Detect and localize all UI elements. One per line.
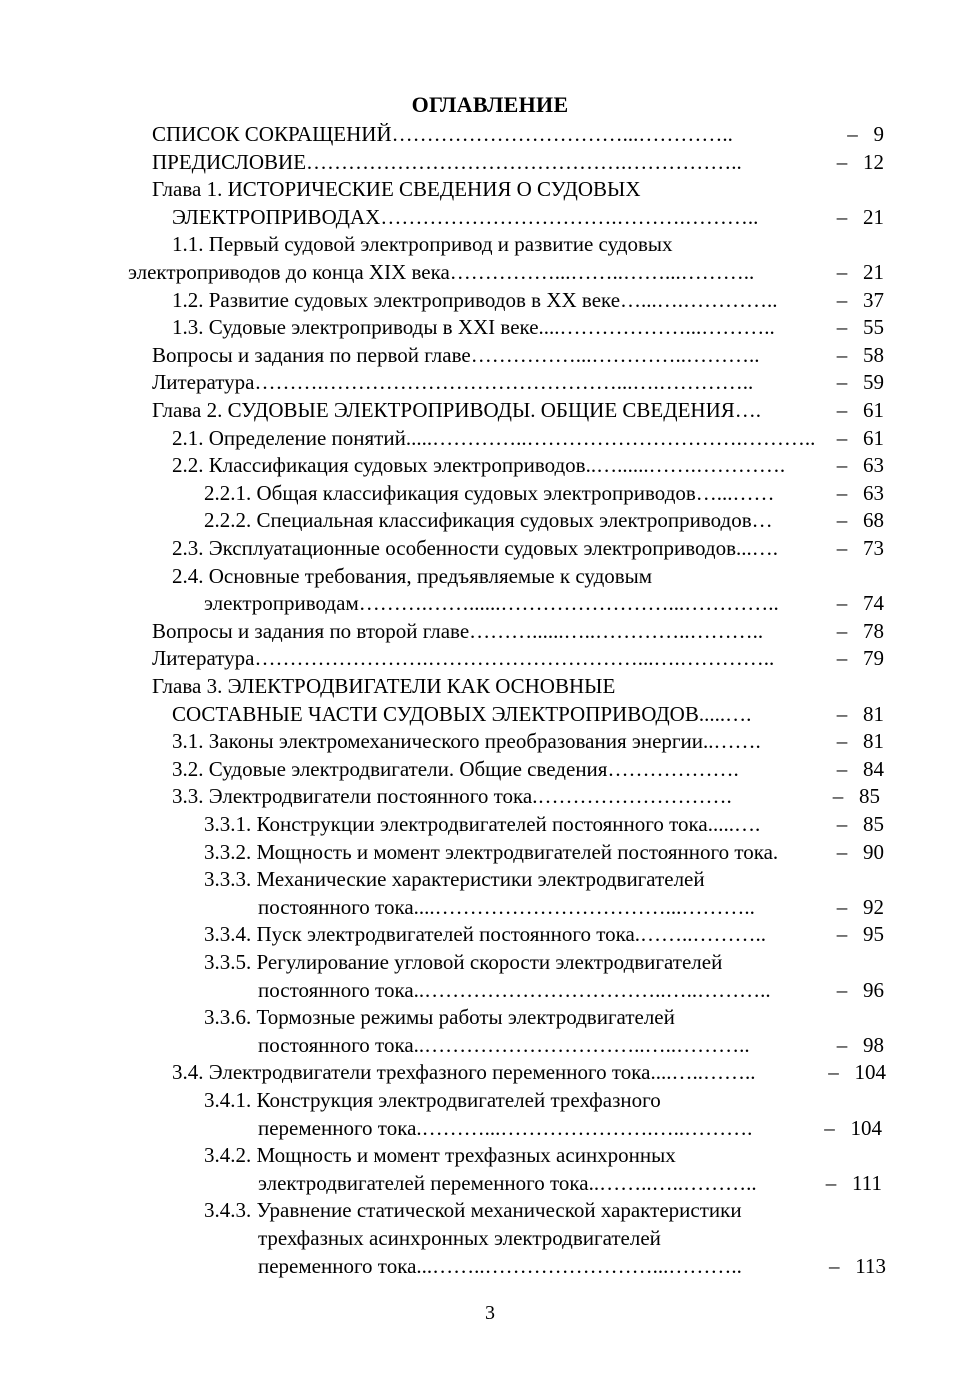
toc-page-number: 21 xyxy=(863,204,884,229)
toc-dash: – xyxy=(836,315,848,340)
toc-page-number: 74 xyxy=(863,591,884,616)
toc-entry-text: 1.2. Развитие судовых электроприводов в XX веке…...….………….. xyxy=(172,287,783,312)
toc-page-number: 68 xyxy=(863,508,884,533)
toc-entry xyxy=(258,1169,762,1197)
toc-entry xyxy=(152,617,768,645)
toc-entry-page xyxy=(804,286,884,314)
toc-page-number: 58 xyxy=(863,342,884,367)
toc-entry xyxy=(172,230,672,258)
toc-entry-page xyxy=(802,1169,882,1197)
toc-entry-text: 3.3. Электродвигатели постоянного тока.………………………. xyxy=(172,784,738,809)
toc-page-number: 90 xyxy=(863,839,884,864)
toc-entry-text: 1.3. Судовые электроприводы в XXI веке....………………...……….. xyxy=(172,315,781,340)
toc-entry-page xyxy=(804,893,884,921)
toc-page-number: 113 xyxy=(855,1253,886,1278)
toc-page-number: 78 xyxy=(863,618,884,643)
toc-entry xyxy=(204,1086,661,1114)
toc-page-number: 9 xyxy=(873,122,884,146)
toc-entry xyxy=(152,148,747,176)
toc-entry xyxy=(258,976,776,1004)
toc-page-number: 37 xyxy=(863,287,884,312)
toc-entry-page xyxy=(804,506,884,534)
toc-dash: – xyxy=(836,370,848,395)
toc-entry xyxy=(172,424,821,452)
toc-entry-text: 3.3.1. Конструкции электродвигателей постоянного тока.....…. xyxy=(204,812,766,836)
toc-dash: – xyxy=(847,122,858,146)
toc-entry-text: постоянного тока..…………………………..…..……….. xyxy=(258,1032,755,1057)
toc-entry xyxy=(152,396,766,424)
toc-entry-text: 3.3.6. Тормозные режимы работы электродвигателей xyxy=(204,1005,675,1030)
toc-entry xyxy=(204,1196,742,1224)
toc-entry-text: переменного тока.………...………………….…..………. xyxy=(258,1115,758,1140)
toc-entry-page xyxy=(804,148,884,176)
toc-entry-page xyxy=(804,589,884,617)
toc-dash: – xyxy=(836,287,848,312)
toc-entry-page xyxy=(804,617,884,645)
toc-entry-text: ПРЕДИСЛОВИЕ……………………………………….…………….. xyxy=(152,149,748,174)
toc-page-number: 61 xyxy=(863,398,884,422)
toc-entry-text: электроприводам……….……......……………………...………….. xyxy=(204,591,784,616)
toc-dash: – xyxy=(836,812,848,836)
toc-dash: – xyxy=(824,1115,835,1140)
toc-page-number: 79 xyxy=(863,646,884,671)
toc-entry xyxy=(258,1031,755,1059)
toc-dash: – xyxy=(836,839,848,864)
toc-page-number: 59 xyxy=(863,370,884,395)
toc-entry-page xyxy=(802,1114,882,1142)
toc-dash: – xyxy=(836,1032,848,1057)
toc-dash: – xyxy=(836,729,848,754)
toc-entry-text: 2.1. Определение понятий.....…………..………………………….……….. xyxy=(172,425,821,450)
toc-entry-text: электродвигателей переменного тока..……..…..……….. xyxy=(258,1170,762,1195)
toc-entry-text: 2.2.1. Общая классификация судовых электроприводов…...…… xyxy=(204,480,775,505)
toc-entry xyxy=(204,865,705,893)
toc-entry-page xyxy=(804,1031,884,1059)
toc-entry-page xyxy=(804,810,884,838)
toc-dash: – xyxy=(836,508,848,533)
toc-entry xyxy=(172,782,737,810)
toc-dash: – xyxy=(836,342,848,367)
toc-entry-page xyxy=(804,838,884,866)
toc-entry-text: ЭЛЕКТРОПРИВОДАХ…………………………….……….……….. xyxy=(172,204,764,229)
toc-dash: – xyxy=(836,756,848,781)
toc-entry-page xyxy=(804,534,884,562)
toc-entry-page xyxy=(804,920,884,948)
toc-entry-text: 3.4.3. Уравнение статической механической характеристики xyxy=(204,1198,742,1223)
toc-entry xyxy=(172,203,764,231)
toc-entry xyxy=(258,1252,747,1280)
toc-entry xyxy=(172,1058,761,1086)
toc-dash: – xyxy=(829,1253,840,1278)
toc-entry xyxy=(172,451,785,479)
toc-dash: – xyxy=(836,260,848,284)
toc-entry-text: переменного тока...……..……………………...……….. xyxy=(258,1253,748,1278)
toc-dash: – xyxy=(836,204,848,229)
toc-entry-text: 3.3.5. Регулирование угловой скорости электродвигателей xyxy=(204,950,723,974)
toc-entry-page xyxy=(804,451,884,479)
toc-entry-text: 1.1. Первый судовой электропривод и развитие судовых xyxy=(172,232,673,257)
toc-entry-text: трехфазных асинхронных электродвигателей xyxy=(258,1226,661,1250)
toc-entry xyxy=(152,368,758,396)
toc-entry-text: постоянного тока..……………………………..…..……….. xyxy=(258,977,776,1002)
toc-entry xyxy=(204,838,783,866)
toc-page-number: 21 xyxy=(863,260,884,284)
toc-entry xyxy=(172,313,780,341)
toc-entry xyxy=(172,700,757,728)
toc-dash: – xyxy=(836,480,848,505)
toc-entry-text: Литература……….……………………………………...….………….. xyxy=(152,370,759,395)
toc-page-number: 98 xyxy=(863,1032,884,1057)
toc-entry xyxy=(258,893,760,921)
toc-entry-page xyxy=(804,424,884,452)
toc-entry-text: электроприводов до конца XIX века……………...……..……...……….. xyxy=(128,260,760,284)
toc-entry-text: 3.2. Судовые электродвигатели. Общие сведения………………. xyxy=(172,756,744,781)
toc-entry xyxy=(258,1224,661,1252)
toc-entry-text: Глава 2. СУДОВЫЕ ЭЛЕКТРОПРИВОДЫ. ОБЩИЕ СВЕДЕНИЯ…. xyxy=(152,398,767,422)
toc-page-number: 84 xyxy=(863,756,884,781)
toc-dash: – xyxy=(836,922,848,947)
toc-entry xyxy=(204,506,773,534)
toc-entry xyxy=(128,258,760,286)
toc-entry xyxy=(204,479,775,507)
toc-entry xyxy=(204,920,771,948)
toc-dash: – xyxy=(836,453,848,478)
toc-page-number: 85 xyxy=(863,812,884,836)
toc-entry-page xyxy=(806,1252,886,1280)
toc-entry xyxy=(204,948,722,976)
toc-entry-page xyxy=(804,341,884,369)
toc-entry xyxy=(204,1141,676,1169)
toc-page-number: 81 xyxy=(863,701,884,726)
toc-entry-text: Глава 1. ИСТОРИЧЕСКИЕ СВЕДЕНИЯ О СУДОВЫХ xyxy=(152,177,641,202)
toc-page-number: 63 xyxy=(863,480,884,505)
toc-dash: – xyxy=(836,894,848,919)
toc-entry xyxy=(152,672,615,700)
toc-entry-text: 3.4. Электродвигатели трехфазного переменного тока....…..…….. xyxy=(172,1060,761,1085)
toc-entry-page xyxy=(804,396,884,424)
toc-dash: – xyxy=(836,701,848,726)
toc-page-number: 96 xyxy=(863,977,884,1002)
toc-entry xyxy=(172,562,652,590)
toc-page-number: 61 xyxy=(863,425,884,450)
toc-dash: – xyxy=(836,398,848,422)
toc-entry-page xyxy=(804,368,884,396)
toc-entry-text: 2.3. Эксплуатационные особенности судовых электроприводов...…. xyxy=(172,536,778,560)
toc-entry xyxy=(152,120,738,148)
toc-entry-page xyxy=(804,976,884,1004)
toc-page-number: 104 xyxy=(850,1115,882,1140)
toc-entry-text: Вопросы и задания по первой главе……………...…………..……….. xyxy=(152,342,765,367)
toc-entry-text: 3.1. Законы электромеханического преобразования энергии..……. xyxy=(172,729,767,754)
toc-dash: – xyxy=(836,149,848,174)
toc-entry xyxy=(152,341,765,369)
toc-entry-page xyxy=(804,120,884,148)
toc-dash: – xyxy=(836,536,848,560)
toc-entry xyxy=(172,534,778,562)
toc-entry xyxy=(204,589,784,617)
toc-page-number: 12 xyxy=(863,149,884,174)
toc-entry-page xyxy=(804,313,884,341)
toc-entry-text: Вопросы и задания по второй главе………......…..…………..……….. xyxy=(152,618,769,643)
toc-entry-page xyxy=(804,700,884,728)
toc-entry xyxy=(172,727,766,755)
toc-page-number: 92 xyxy=(863,894,884,919)
toc-page-number: 85 xyxy=(859,784,880,809)
toc-entry-text: 3.3.3. Механические характеристики электродвигателей xyxy=(204,867,705,892)
toc-page-number: 104 xyxy=(854,1060,886,1085)
toc-entry xyxy=(258,1114,758,1142)
toc-dash: – xyxy=(836,425,848,450)
toc-entry xyxy=(172,755,744,783)
toc-dash: – xyxy=(836,591,848,616)
page-number: 3 xyxy=(485,1302,495,1324)
toc-entry-page xyxy=(806,1058,886,1086)
toc-entry-page xyxy=(804,755,884,783)
toc-entry-page xyxy=(804,644,884,672)
toc-page-number: 111 xyxy=(852,1170,882,1195)
toc-entry-text: 3.4.2. Мощность и момент трехфазных асинхронных xyxy=(204,1143,676,1168)
toc-dash: – xyxy=(828,1060,839,1085)
toc-entry xyxy=(204,1003,675,1031)
toc-dash: – xyxy=(836,977,848,1002)
toc-dash: – xyxy=(836,618,848,643)
page-title: ОГЛАВЛЕНИЕ xyxy=(411,92,569,117)
toc-dash: – xyxy=(825,1170,837,1195)
toc-page-number: 81 xyxy=(863,729,884,754)
toc-entry xyxy=(152,175,641,203)
toc-entry-text: 2.2. Классификация судовых электроприводов..…......…….…………. xyxy=(172,453,786,478)
toc-entry-text: постоянного тока....……………………………...……….. xyxy=(258,894,761,919)
toc-entry-text: СПИСОК СОКРАЩЕНИЙ……………………………...………….. xyxy=(152,122,739,146)
toc-page-number: 73 xyxy=(863,536,884,560)
toc-entry-text: Литература…………………….…………………………...….………….. xyxy=(152,646,780,671)
toc-entry xyxy=(172,286,783,314)
toc-entry-page xyxy=(804,203,884,231)
toc-page-number: 63 xyxy=(863,453,884,478)
toc-entry-text: 2.4. Основные требования, предъявляемые к судовым xyxy=(172,563,653,588)
toc-entry-text: 3.3.2. Мощность и момент электродвигателей постоянного тока. xyxy=(204,839,784,864)
toc-page-number: 95 xyxy=(863,922,884,947)
toc-entry-page xyxy=(804,479,884,507)
toc-dash: – xyxy=(832,784,844,809)
toc-entry-text: 3.3.4. Пуск электродвигателей постоянного тока.……..……….. xyxy=(204,922,772,947)
toc-entry xyxy=(204,810,765,838)
toc-entry-text: 2.2.2. Специальная классификация судовых электроприводов… xyxy=(204,508,773,533)
toc-dash: – xyxy=(836,646,848,671)
toc-entry-text: 3.4.1. Конструкция электродвигателей трехфазного xyxy=(204,1088,661,1112)
toc-page-number: 55 xyxy=(863,315,884,340)
toc-entry xyxy=(152,644,779,672)
toc-entry-page xyxy=(804,258,884,286)
toc-entry-page xyxy=(800,782,880,810)
toc-entry-page xyxy=(804,727,884,755)
toc-entry-text: СОСТАВНЫЕ ЧАСТИ СУДОВЫХ ЭЛЕКТРОПРИВОДОВ.....…. xyxy=(172,701,757,726)
toc-entry-text: Глава 3. ЭЛЕКТРОДВИГАТЕЛИ КАК ОСНОВНЫЕ xyxy=(152,674,616,698)
